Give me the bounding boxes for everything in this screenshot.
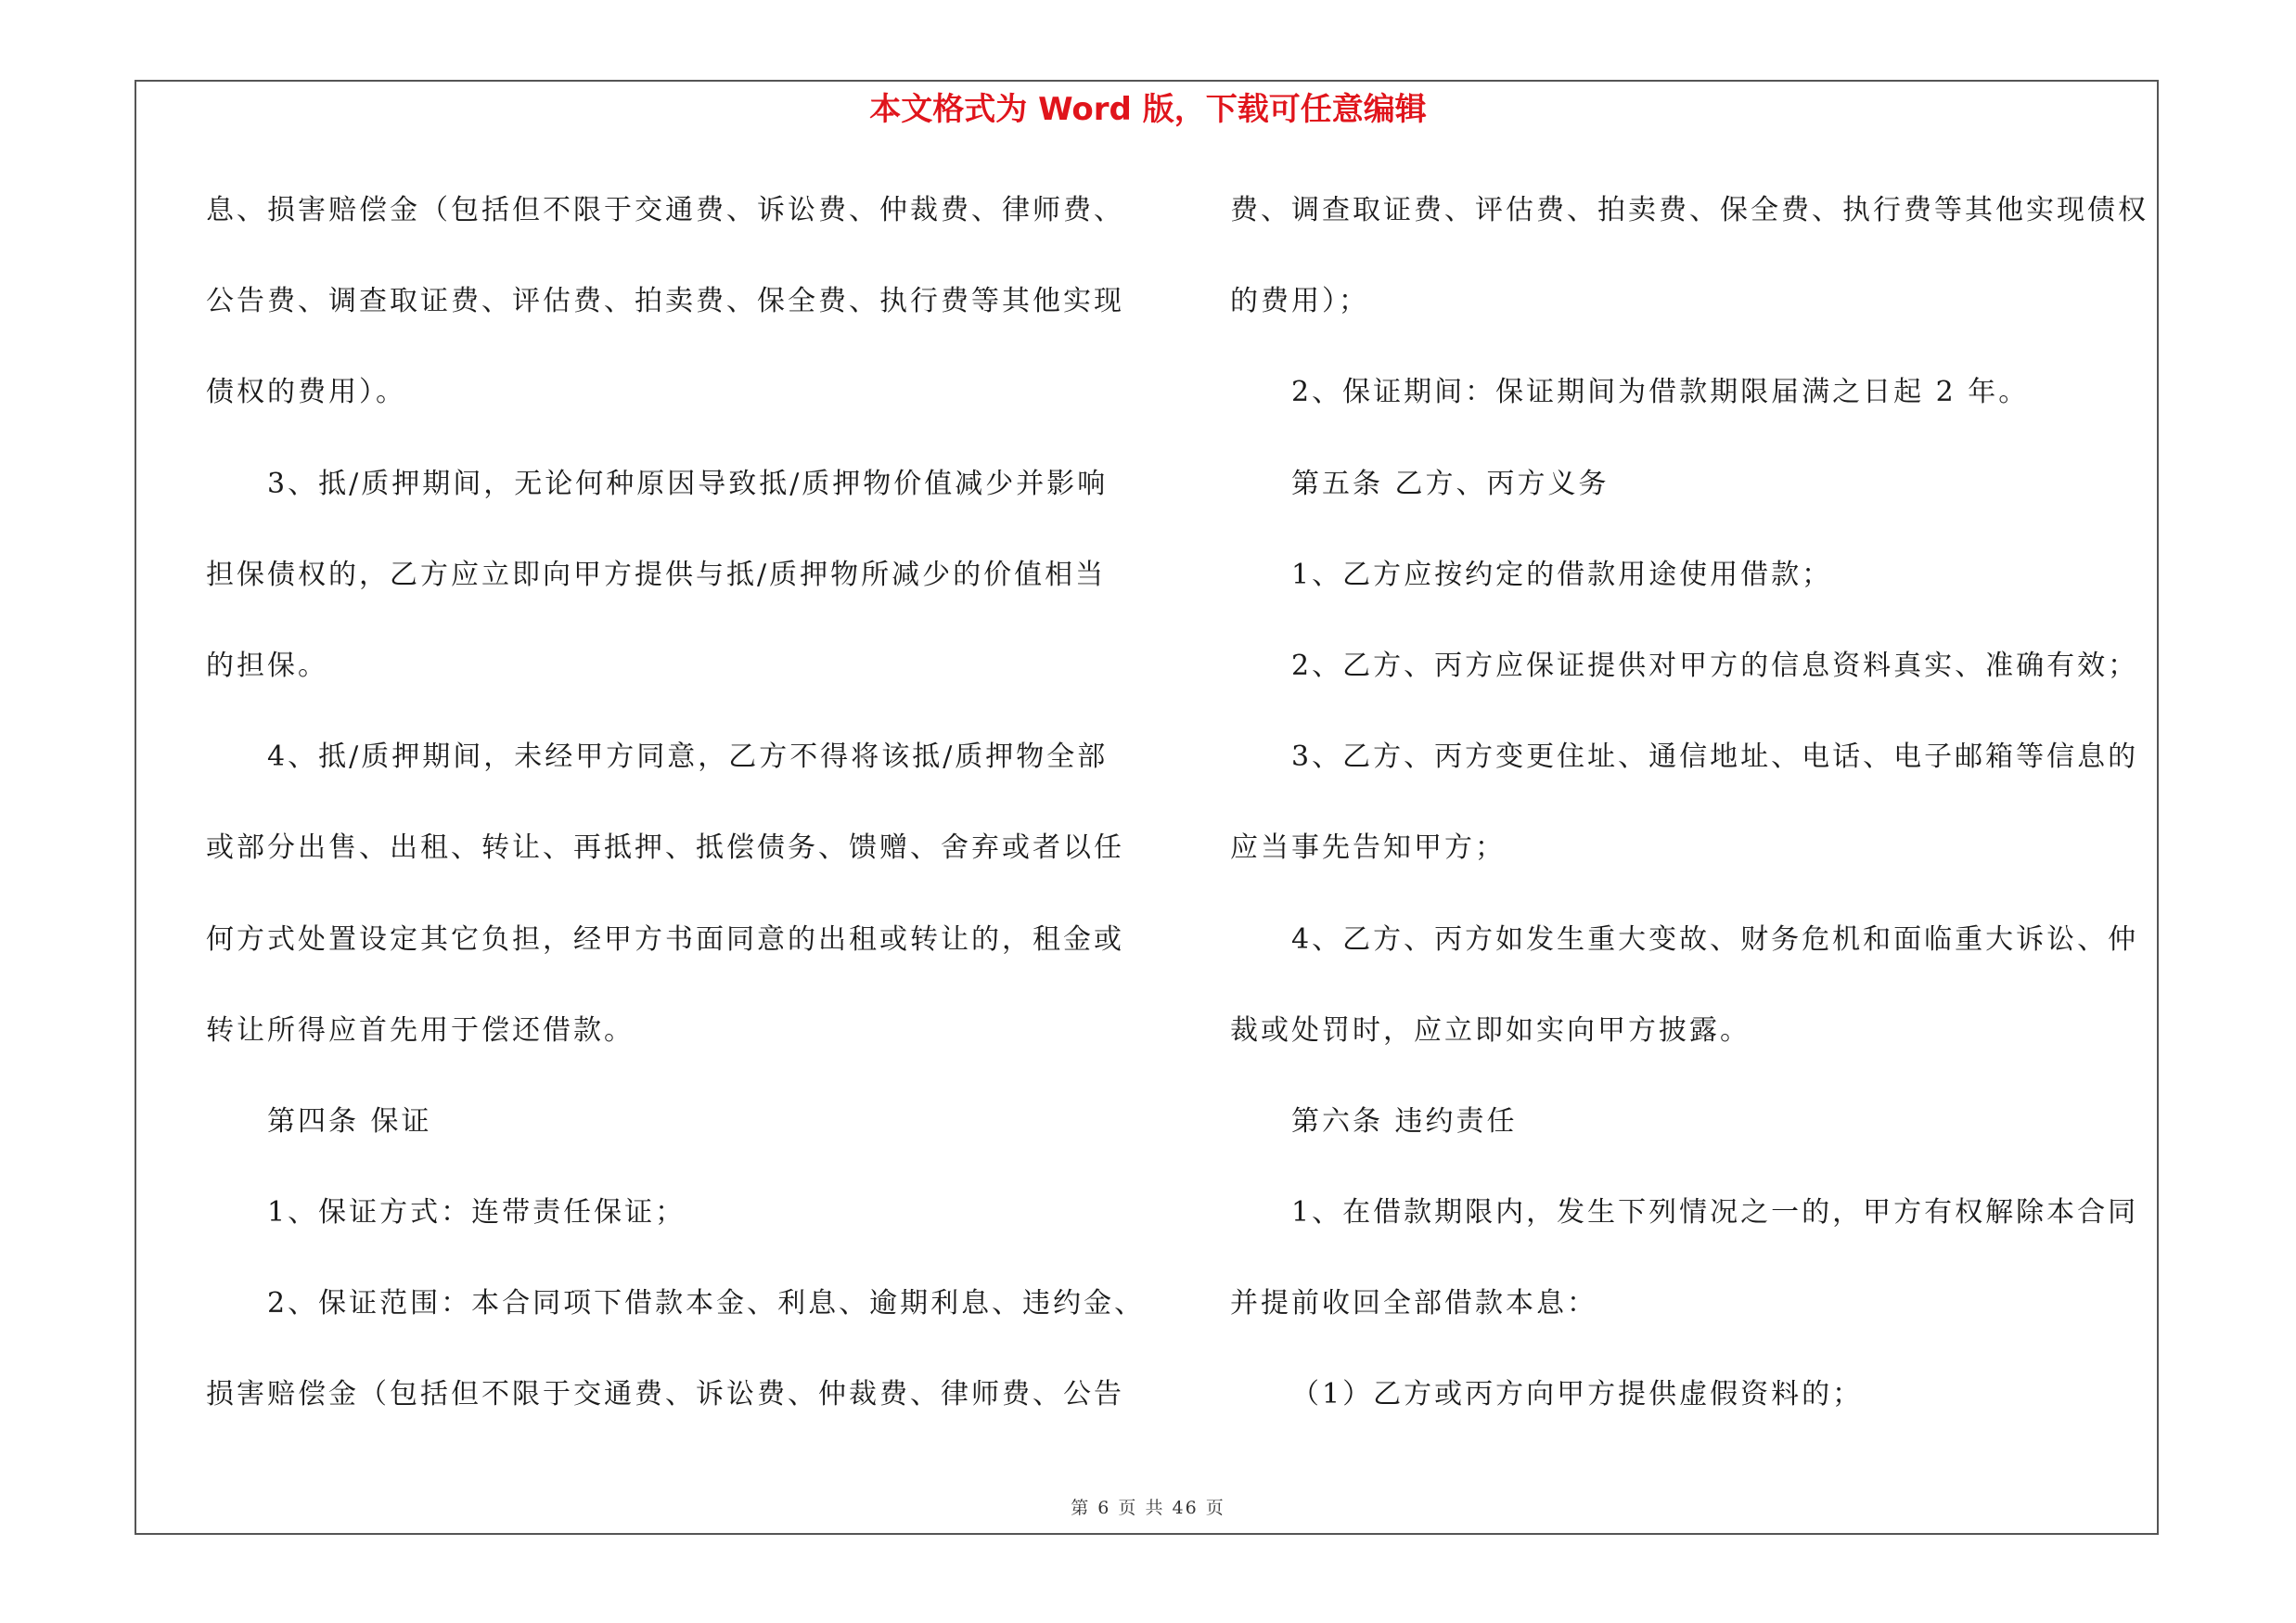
left-column-line: 的担保。 bbox=[206, 649, 328, 682]
page-number-footer: 第 6 页 共 46 页 bbox=[1071, 1498, 1225, 1518]
left-column-line: 1、保证方式：连带责任保证； bbox=[267, 1196, 686, 1230]
right-column-line: 2、乙方、丙方应保证提供对甲方的信息资料真实、准确有效； bbox=[1291, 649, 2139, 682]
left-column-line: 债权的费用）。 bbox=[206, 376, 406, 409]
left-column-line: 担保债权的，乙方应立即向甲方提供与抵/质押物所减少的价值相当 bbox=[206, 558, 1107, 591]
left-column bbox=[206, 182, 1161, 1458]
right-column-line: 应当事先告知甲方； bbox=[1230, 831, 1506, 865]
right-column-line: 第六条 违约责任 bbox=[1291, 1104, 1518, 1138]
left-column-line: 3、抵/质押期间，无论何种原因导致抵/质押物价值减少并影响 bbox=[267, 467, 1109, 500]
left-column-line: 4、抵/质押期间，未经甲方同意，乙方不得将该抵/质押物全部 bbox=[267, 741, 1109, 774]
right-column-line: 2、保证期间：保证期间为借款期限届满之日起 2 年。 bbox=[1291, 376, 2030, 409]
left-column-line: 公告费、调查取证费、评估费、拍卖费、保全费、执行费等其他实现 bbox=[206, 285, 1124, 318]
left-column-line: 2、保证范围：本合同项下借款本金、利息、逾期利息、违约金、 bbox=[267, 1287, 1146, 1320]
left-column-line: 何方式处置设定其它负担，经甲方书面同意的出租或转让的，租金或 bbox=[206, 922, 1124, 956]
right-column-line: 4、乙方、丙方如发生重大变故、财务危机和面临重大诉讼、仲 bbox=[1291, 922, 2139, 956]
right-column-line: 第五条 乙方、丙方义务 bbox=[1291, 467, 1610, 500]
left-column-line: 转让所得应首先用于偿还借款。 bbox=[206, 1013, 635, 1047]
left-column-line: 第四条 保证 bbox=[267, 1104, 432, 1138]
left-column-line: 息、损害赔偿金（包括但不限于交通费、诉讼费、仲裁费、律师费、 bbox=[206, 194, 1124, 226]
right-column-line: 费、调查取证费、评估费、拍卖费、保全费、执行费等其他实现债权 bbox=[1230, 194, 2148, 226]
left-column-line: 或部分出售、出租、转让、再抵押、抵偿债务、馈赠、舍弃或者以任 bbox=[206, 831, 1124, 865]
right-column-line: 1、乙方应按约定的借款用途使用借款； bbox=[1291, 558, 1833, 591]
right-column-line: （1）乙方或丙方向甲方提供虚假资料的； bbox=[1291, 1378, 1864, 1411]
right-column-line: 的费用）； bbox=[1230, 285, 1369, 318]
word-format-banner: 本文格式为 Word 版，下载可任意编辑 bbox=[869, 91, 1427, 128]
right-column bbox=[1230, 182, 2158, 1458]
right-column-line: 3、乙方、丙方变更住址、通信地址、电话、电子邮箱等信息的 bbox=[1291, 741, 2139, 774]
right-column-line: 裁或处罚时，应立即如实向甲方披露。 bbox=[1230, 1013, 1751, 1047]
right-column-line: 1、在借款期限内，发生下列情况之一的，甲方有权解除本合同 bbox=[1291, 1196, 2139, 1230]
right-column-line: 并提前收回全部借款本息： bbox=[1230, 1287, 1597, 1320]
left-column-line: 损害赔偿金（包括但不限于交通费、诉讼费、仲裁费、律师费、公告 bbox=[206, 1378, 1124, 1411]
